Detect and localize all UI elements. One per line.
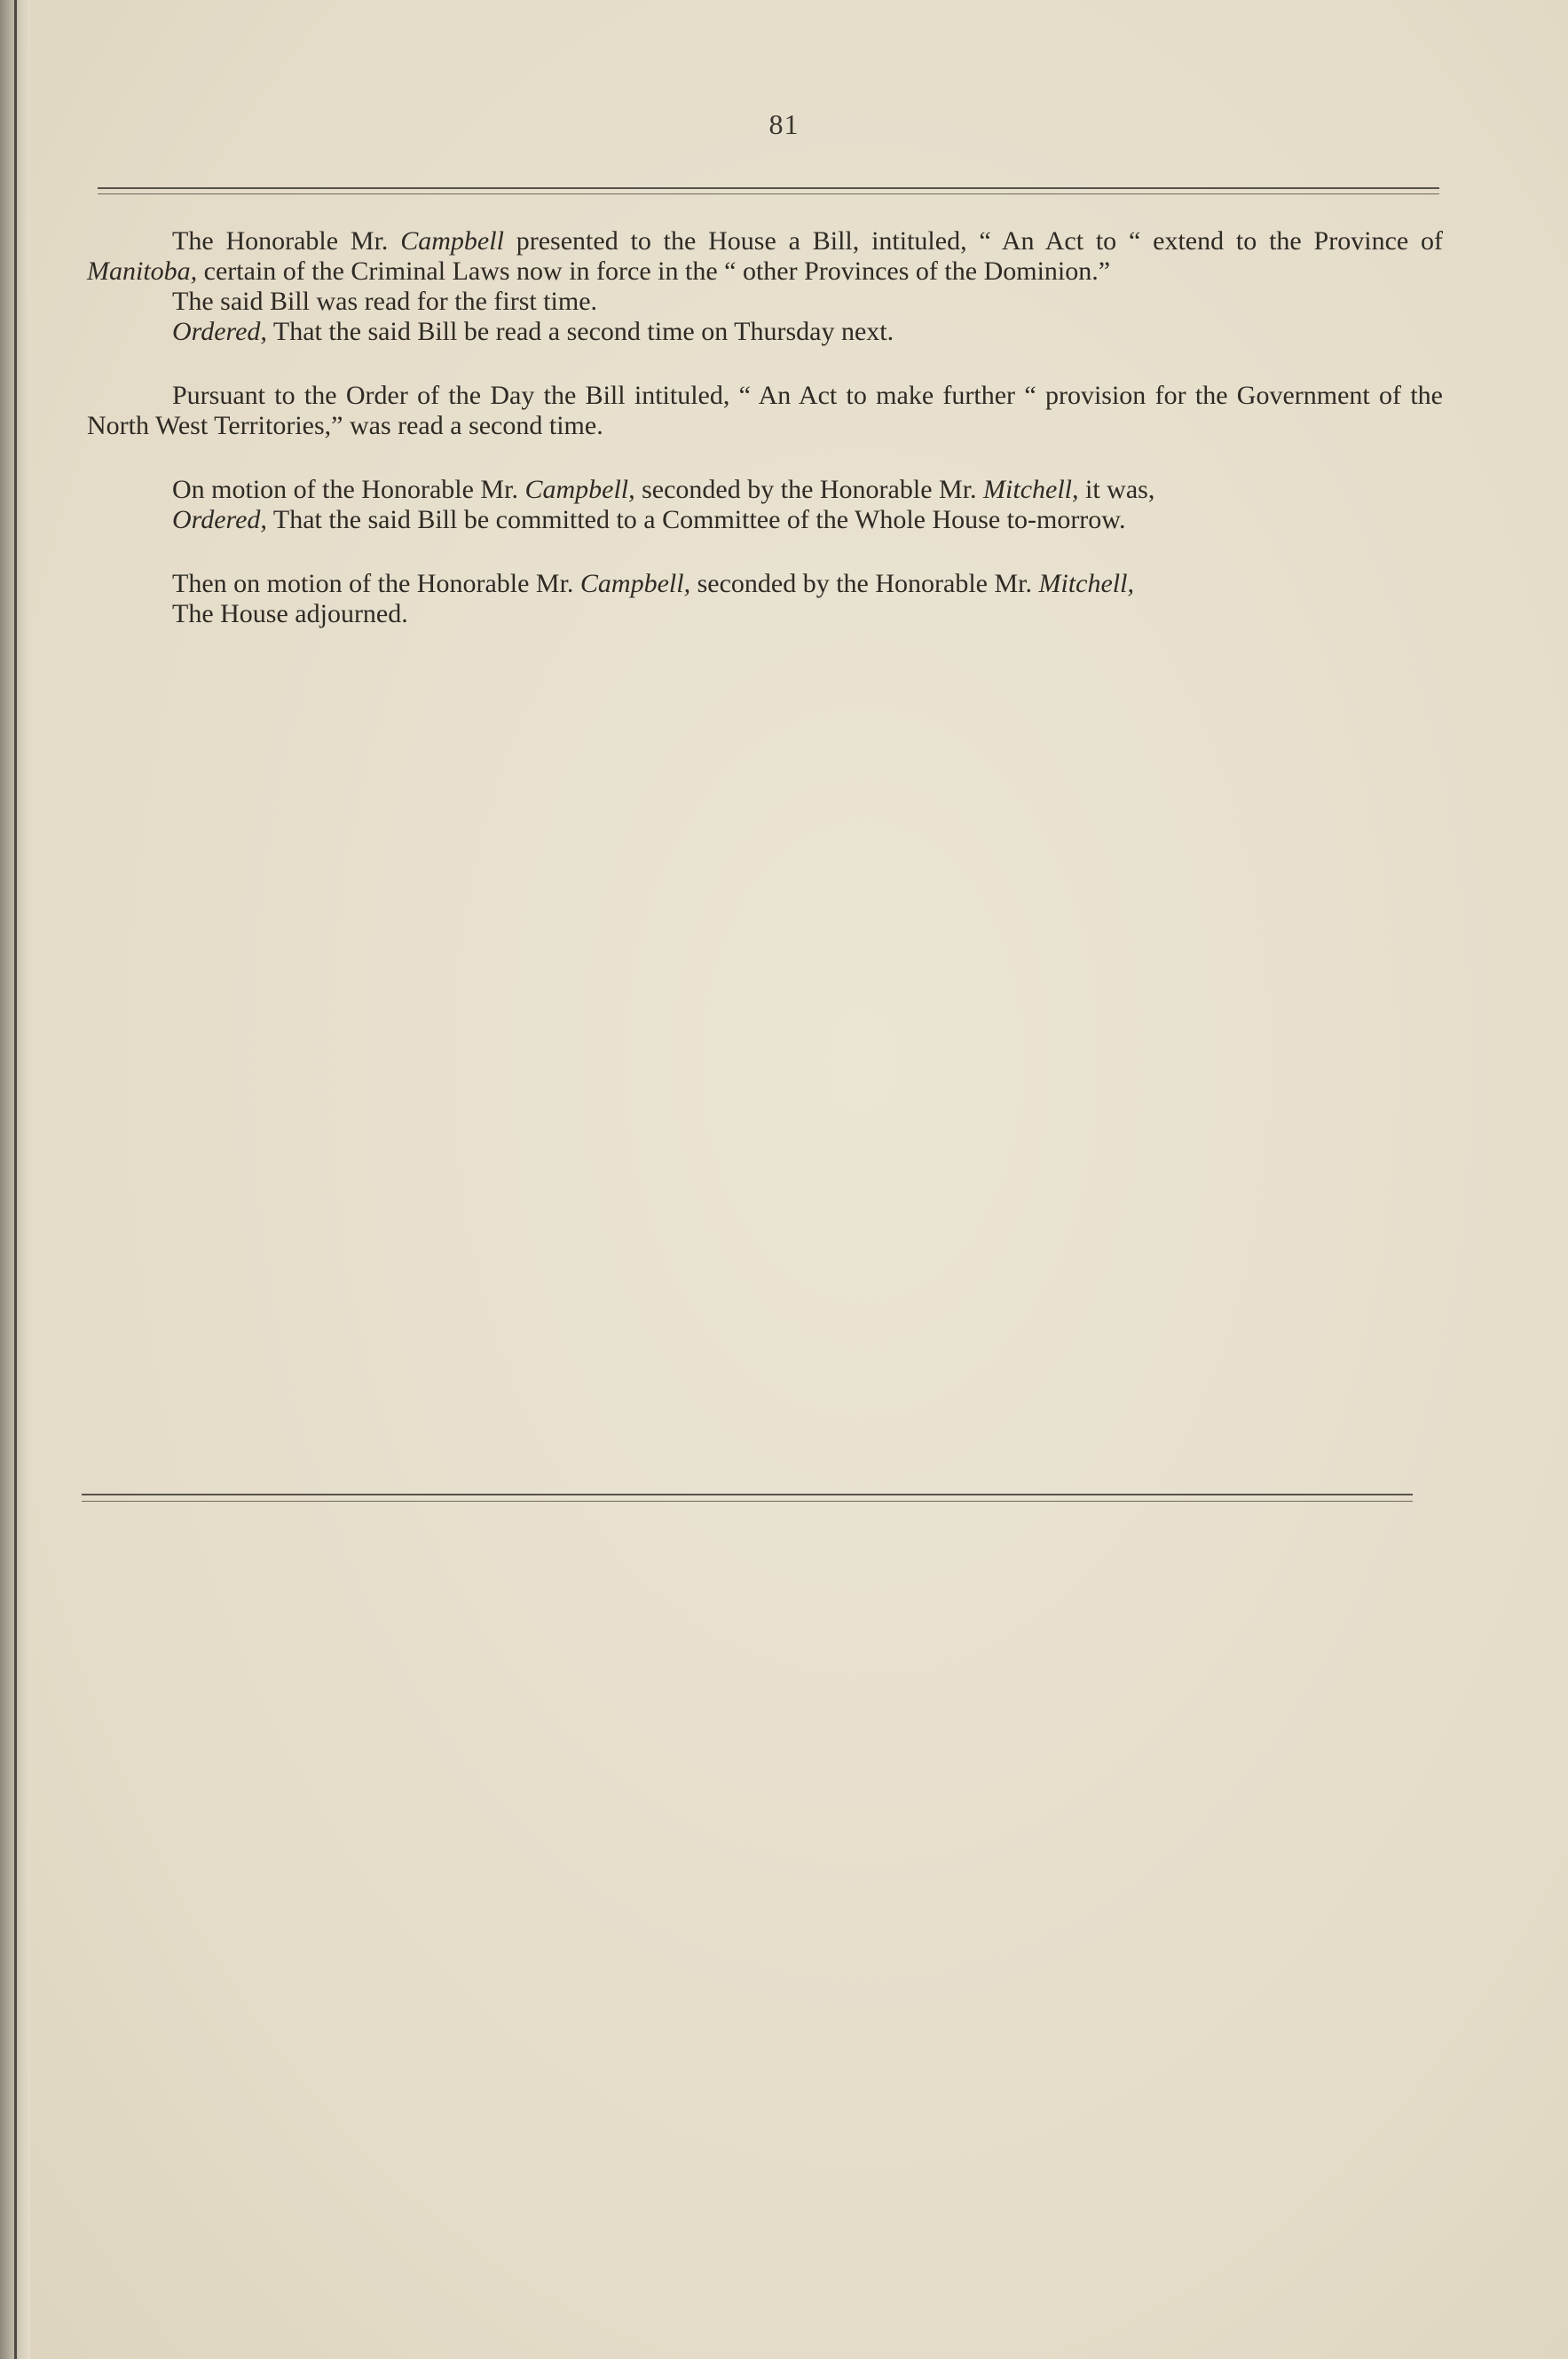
member-name: Mitchell, [1038, 569, 1134, 598]
motion-paragraph: On motion of the Honorable Mr. Campbell, seconded by the Honorable Mr. Mitchell, it was, [172, 475, 1155, 504]
journal-text [87, 226, 1443, 629]
order-committee-paragraph: Ordered, That the said Bill be committed to a Committee of the Whole House to-morrow. [172, 505, 1126, 534]
ordered-label: Ordered, [172, 505, 267, 534]
page-number: 81 [768, 108, 800, 140]
ordered-label: Ordered, [172, 317, 267, 346]
footer-rule-thin [82, 1501, 1413, 1502]
header-rule-thin [98, 193, 1439, 194]
member-name: Campbell [400, 226, 504, 256]
province-name: Manitoba, [87, 256, 198, 286]
second-reading-paragraph: Pursuant to the Order of the Day the Bill intituled, “ An Act to make further “ provision for the Government of the North West Territories,” was read a second time. [87, 381, 1443, 440]
binding-edge [14, 0, 17, 2359]
member-name: Mitchell, [983, 475, 1079, 504]
footer-rule [82, 1494, 1413, 1495]
header-rule [98, 187, 1439, 189]
bill-presented-paragraph: The Honorable Mr. Campbell presented to the House a Bill, intituled, “ An Act to “ extend to the Province of Manitoba, certain of the Criminal Laws now in force in the “ other Provinces of the Dominion.” [87, 226, 1444, 286]
member-name: Campbell, [524, 475, 635, 504]
order-second-reading-paragraph: Ordered, That the said Bill be read a second time on Thursday next. [172, 317, 894, 346]
first-reading-paragraph: The said Bill was read for the first time. [172, 287, 598, 316]
member-name: Campbell, [579, 569, 691, 598]
adjournment-motion-paragraph: Then on motion of the Honorable Mr. Campbell, seconded by the Honorable Mr. Mitchell, [172, 569, 1134, 598]
house-adjourned-paragraph: The House adjourned. [172, 599, 408, 628]
